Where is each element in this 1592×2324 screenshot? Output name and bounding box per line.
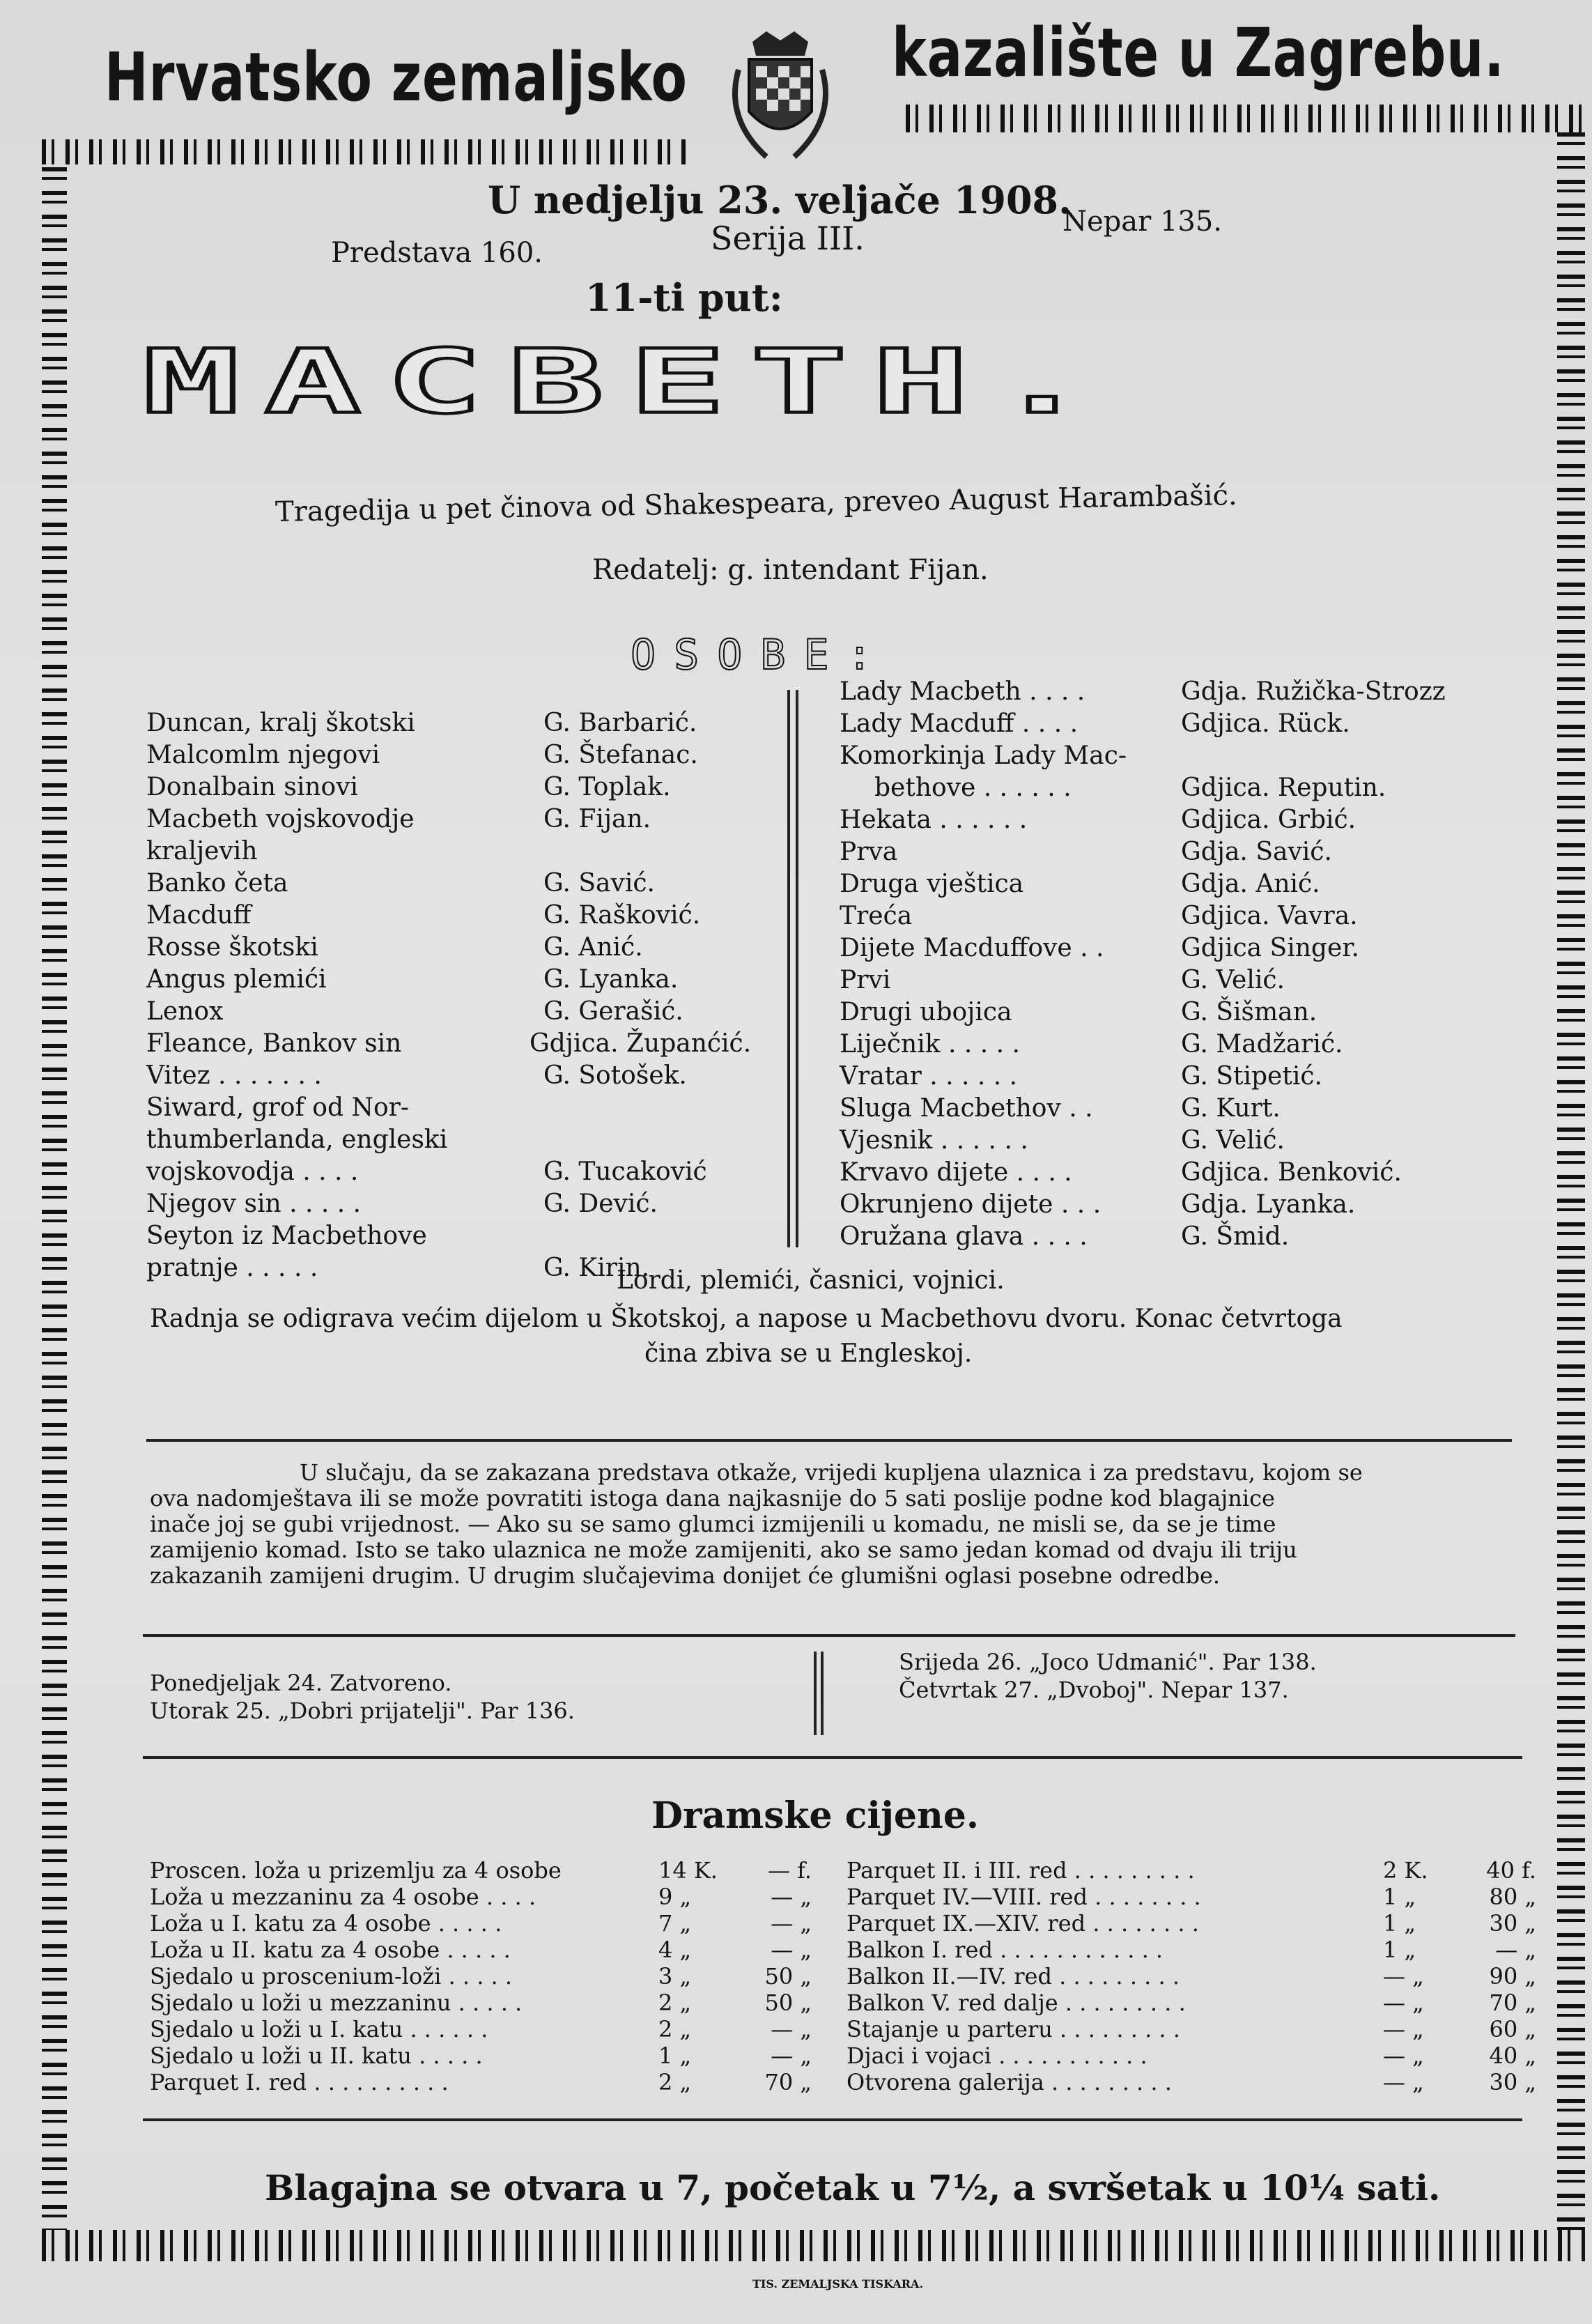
cast-row: Okrunjeno dijete . . . Gdja. Lyanka. (840, 1190, 1356, 1219)
price-row: Balkon V. red dalje . . . . . . . . . — „ 70 „ (847, 1990, 1536, 2016)
cast-row: Vjesnik . . . . . . G. Velić. (840, 1126, 1285, 1155)
cast-row: Macbeth vojskovodje G. Fijan. (146, 805, 651, 833)
cast-row: Dijete Macduffove . . Gdjica Singer. (840, 934, 1359, 962)
performance-number: Predstava 160. (331, 237, 543, 269)
prices-heading: Dramske cijene. (651, 1794, 980, 1837)
cast-heading: OSOBE: (631, 631, 890, 679)
cast-row: Rosse škotski G. Anić. (146, 933, 643, 962)
cast-list-left (146, 707, 759, 1284)
schedule-divider (821, 1652, 824, 1735)
schedule-left: Ponedjeljak 24. Zatvoreno. Utorak 25. „Dobri prijatelji". Par 136. (150, 1670, 575, 1724)
price-row: Sjedalo u loži u I. katu . . . . . . 2 „ — „ (150, 2016, 812, 2042)
schedule-right: Srijeda 26. „Joco Udmanić". Par 138. Četvrtak 27. „Dvoboj". Nepar 137. (899, 1649, 1317, 1703)
cast-row: Donalbain sinovi G. Toplak. (146, 773, 671, 801)
performance-date: U nedjelju 23. veljače 1908. (488, 178, 1072, 222)
cast-row: Prvi G. Velić. (840, 966, 1285, 994)
cast-row: Sluga Macbethov . . G. Kurt. (840, 1094, 1281, 1123)
price-row: Sjedalo u loži u II. katu . . . . . 1 „ — „ (150, 2042, 812, 2069)
cast-divider (787, 690, 790, 1247)
section-rule (143, 2118, 1522, 2121)
price-row: Parquet IX.—XIV. red . . . . . . . . 1 „ 30 „ (847, 1910, 1536, 1937)
schedule-divider (814, 1652, 817, 1735)
cast-row: Lady Macduff . . . . Gdjica. Rück. (840, 709, 1350, 738)
setting-line-2: čina zbiva se u Engleskoj. (644, 1339, 973, 1368)
cast-row: Fleance, Bankov sin Gdjica. Županćić. (146, 1029, 752, 1058)
price-row: Loža u II. katu za 4 osobe . . . . . 4 „ — „ (150, 1937, 812, 1963)
greek-key-border-bottom (42, 2230, 1585, 2261)
cast-row: Liječnik . . . . . G. Madžarić. (840, 1030, 1343, 1059)
cast-row: Siward, grof od Nor- (146, 1093, 409, 1122)
cast-row: Druga vještica Gdja. Anić. (840, 870, 1320, 898)
cast-row: Lenox G. Gerašić. (146, 997, 683, 1026)
cast-row: Duncan, kralj škotski G. Barbarić. (146, 709, 697, 737)
cast-row: Macduff G. Rašković. (146, 901, 701, 930)
price-row: Otvorena galerija . . . . . . . . . — „ 30 „ (847, 2069, 1536, 2095)
printer-imprint: TIS. ZEMALJSKA TISKARA. (752, 2277, 924, 2291)
cast-row: Vitez . . . . . . . G. Sotošek. (146, 1061, 687, 1090)
cast-row: Njegov sin . . . . . G. Dević. (146, 1190, 658, 1218)
setting-line-1: Radnja se odigrava većim dijelom u Škotskoj, a napose u Macbethovu dvoru. Konac četvrtoga (150, 1305, 1343, 1333)
price-row: Loža u I. katu za 4 osobe . . . . . 7 „ — „ (150, 1910, 812, 1937)
price-row: Stajanje u parteru . . . . . . . . . — „ 60 „ (847, 2016, 1536, 2042)
play-director: Redatelj: g. intendant Fijan. (592, 554, 989, 586)
greek-key-border-top-right (906, 105, 1592, 132)
cast-row: bethove . . . . . . Gdjica. Reputin. (874, 774, 1386, 802)
cast-row: Oružana glava . . . . G. Šmid. (840, 1222, 1290, 1251)
price-row: Sjedalo u proscenium-loži . . . . . 3 „ 50 „ (150, 1963, 812, 1990)
price-row: Parquet I. red . . . . . . . . . . 2 „ 70 „ (150, 2069, 812, 2095)
section-rule (143, 1634, 1515, 1637)
cast-list-right (840, 676, 1481, 1253)
greek-key-border-left (42, 167, 67, 2230)
price-row: Parquet IV.—VIII. red . . . . . . . . 1 „ 80 „ (847, 1884, 1536, 1910)
header-right-text: kazalište u Zagrebu. (892, 14, 1505, 92)
prices-left (150, 1857, 812, 2095)
cast-row: pratnje . . . . . G. Kirin. (146, 1254, 650, 1282)
cast-divider (796, 690, 798, 1247)
cast-row: Banko četa G. Savić. (146, 869, 655, 898)
cast-row: Angus plemići G. Lyanka. (146, 965, 679, 994)
greek-key-border-top-left (42, 139, 690, 164)
cast-row: Hekata . . . . . . Gdjica. Grbić. (840, 806, 1357, 834)
cast-row: Vratar . . . . . . G. Stipetić. (840, 1062, 1322, 1091)
box-office-hours: Blagajna se otvara u 7, početak u 7½, a svršetak u 10¼ sati. (265, 2167, 1441, 2208)
cast-row: Lady Macbeth . . . . Gdja. Ružička-Strozz (840, 677, 1446, 706)
section-rule (146, 1439, 1512, 1442)
greek-key-border-right (1557, 132, 1585, 2230)
header-left-text: Hrvatsko zemaljsko (105, 38, 688, 116)
price-row: Proscen. loža u prizemlju za 4 osobe 14 K. — f. (150, 1857, 812, 1884)
play-subtitle: Tragedija u pet činova od Shakespeara, preveo August Harambašić. (275, 479, 1238, 529)
section-rule (143, 1756, 1522, 1759)
cast-row: Komorkinja Lady Mac- (840, 741, 1127, 770)
cast-row: Krvavo dijete . . . . Gdjica. Benković. (840, 1158, 1402, 1187)
cast-row: Prva Gdja. Savić. (840, 838, 1332, 866)
cast-extras: Lordi, plemići, časnici, vojnici. (617, 1266, 1005, 1295)
cast-row: Malcomlm njegovi G. Štefanac. (146, 741, 698, 769)
price-row: Parquet II. i III. red . . . . . . . . . 2 K. 40 f. (847, 1857, 1536, 1884)
cast-row: Drugi ubojica G. Šišman. (840, 998, 1317, 1026)
price-row: Loža u mezzaninu za 4 osobe . . . . 9 „ — „ (150, 1884, 812, 1910)
price-row: Djaci i vojaci . . . . . . . . . . . — „ 40 „ (847, 2042, 1536, 2069)
croatian-coat-of-arms-emblem-icon (725, 28, 836, 167)
cast-row: thumberlanda, engleski (146, 1125, 448, 1154)
cast-row: vojskovodja . . . . G. Tucaković (146, 1157, 707, 1186)
performance-parity: Nepar 135. (1062, 206, 1223, 238)
price-row: Balkon I. red . . . . . . . . . . . . 1 „ — „ (847, 1937, 1536, 1963)
play-title: MACBETH. (143, 331, 1115, 433)
cast-row: Seyton iz Macbethove (146, 1222, 427, 1250)
prices-right (847, 1857, 1536, 2095)
price-row: Balkon II.—IV. red . . . . . . . . . — „ 90 „ (847, 1963, 1536, 1990)
cancellation-notice: U slučaju, da se zakazana predstava otkaže, vrijedi kupljena ulaznica i za predstavu, kojom se ova nadomještava ili se može povratiti istoga dana najkasnije do 5 sati poslije podne kod blagajnice inače joj se gubi vrijednost. — Ako su se samo glumci izmijenili u komadu, ne misli se, da se je time zamijenio komad. Isto se tako ulaznica ne može zamijeniti, ako se samo jedan komad od dvaju ili triju zakazanih zamijeni drugim. U drugim slučajevima donijet će glumišni oglasi posebne odredbe. (150, 1459, 1363, 1589)
price-row: Sjedalo u loži u mezzaninu . . . . . 2 „ 50 „ (150, 1990, 812, 2016)
performance-series: Serija III. (711, 220, 865, 257)
cast-row: Treća Gdjica. Vavra. (840, 902, 1358, 930)
performance-count: 11-ti put: (585, 275, 783, 320)
cast-row: kraljevih (146, 837, 258, 865)
